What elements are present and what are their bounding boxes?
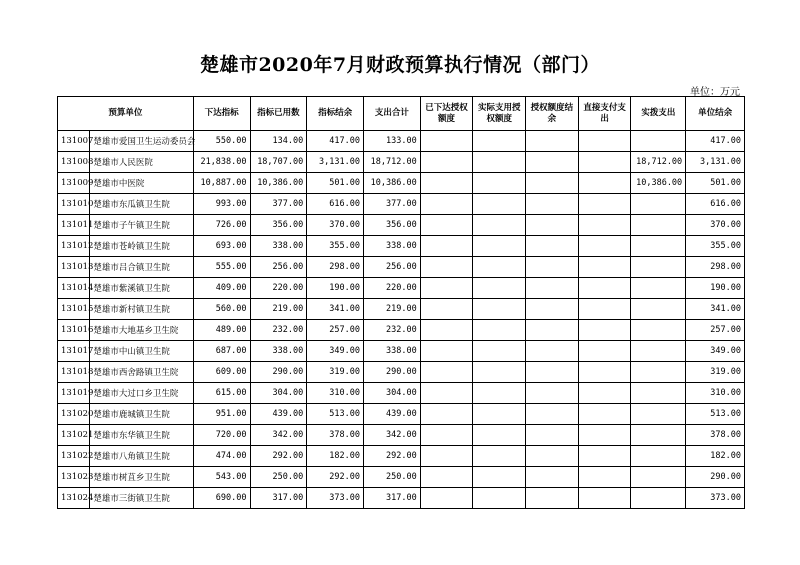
cell-unit-balance: 355.00 — [686, 236, 745, 257]
cell-auth-balance — [526, 404, 579, 425]
header-total: 支出合计 — [363, 97, 420, 131]
cell-balance: 182.00 — [307, 446, 364, 467]
table-row — [58, 320, 745, 341]
cell-auth-issued — [420, 215, 473, 236]
cell-total: 317.00 — [363, 488, 420, 509]
cell-auth-used — [473, 341, 526, 362]
cell-used: 10,386.00 — [250, 173, 307, 194]
cell-auth-used — [473, 446, 526, 467]
cell-issued: 690.00 — [193, 488, 250, 509]
cell-unit-balance: 616.00 — [686, 194, 745, 215]
cell-auth-balance — [526, 257, 579, 278]
cell-used: 292.00 — [250, 446, 307, 467]
header-auth-balance: 授权额度结余 — [526, 97, 579, 131]
cell-auth-issued — [420, 488, 473, 509]
cell-used: 304.00 — [250, 383, 307, 404]
table-row — [58, 236, 745, 257]
cell-unit-balance: 417.00 — [686, 131, 745, 152]
cell-total: 232.00 — [363, 320, 420, 341]
cell-name: 楚雄市紫溪镇卫生院 — [90, 278, 193, 299]
cell-code: 131010 — [58, 194, 90, 215]
cell-used: 342.00 — [250, 425, 307, 446]
header-row — [58, 97, 745, 131]
cell-total: 133.00 — [363, 131, 420, 152]
table-row — [58, 341, 745, 362]
cell-used: 356.00 — [250, 215, 307, 236]
cell-auth-used — [473, 152, 526, 173]
cell-issued: 993.00 — [193, 194, 250, 215]
cell-direct — [578, 215, 631, 236]
cell-total: 220.00 — [363, 278, 420, 299]
cell-issued: 409.00 — [193, 278, 250, 299]
table-body — [58, 131, 745, 509]
cell-auth-used — [473, 299, 526, 320]
cell-issued: 951.00 — [193, 404, 250, 425]
cell-unit-balance: 182.00 — [686, 446, 745, 467]
cell-auth-used — [473, 131, 526, 152]
cell-direct — [578, 362, 631, 383]
header-balance: 指标结余 — [307, 97, 364, 131]
cell-name: 楚雄市新村镇卫生院 — [90, 299, 193, 320]
cell-total: 338.00 — [363, 236, 420, 257]
cell-auth-used — [473, 404, 526, 425]
cell-allocated — [631, 131, 686, 152]
cell-balance: 319.00 — [307, 362, 364, 383]
cell-auth-balance — [526, 194, 579, 215]
cell-allocated — [631, 425, 686, 446]
cell-auth-used — [473, 194, 526, 215]
cell-auth-used — [473, 278, 526, 299]
cell-issued: 609.00 — [193, 362, 250, 383]
cell-issued: 543.00 — [193, 467, 250, 488]
cell-auth-issued — [420, 404, 473, 425]
cell-name: 楚雄市大地基乡卫生院 — [90, 320, 193, 341]
page-title: 楚雄市2020年7月财政预算执行情况（部门） — [199, 54, 601, 76]
header-used: 指标已用数 — [250, 97, 307, 131]
cell-auth-balance — [526, 446, 579, 467]
cell-issued: 550.00 — [193, 131, 250, 152]
table-row — [58, 278, 745, 299]
cell-auth-issued — [420, 173, 473, 194]
cell-used: 232.00 — [250, 320, 307, 341]
cell-total: 10,386.00 — [363, 173, 420, 194]
cell-used: 317.00 — [250, 488, 307, 509]
cell-used: 219.00 — [250, 299, 307, 320]
cell-total: 290.00 — [363, 362, 420, 383]
table-row — [58, 404, 745, 425]
cell-auth-issued — [420, 362, 473, 383]
cell-auth-balance — [526, 152, 579, 173]
cell-direct — [578, 194, 631, 215]
cell-balance: 417.00 — [307, 131, 364, 152]
cell-name: 楚雄市八角镇卫生院 — [90, 446, 193, 467]
cell-auth-balance — [526, 383, 579, 404]
cell-code: 131022 — [58, 446, 90, 467]
cell-code: 131020 — [58, 404, 90, 425]
cell-auth-used — [473, 236, 526, 257]
cell-direct — [578, 320, 631, 341]
cell-balance: 257.00 — [307, 320, 364, 341]
cell-code: 131023 — [58, 467, 90, 488]
table-row — [58, 131, 745, 152]
cell-direct — [578, 446, 631, 467]
table-row — [58, 173, 745, 194]
cell-auth-used — [473, 425, 526, 446]
cell-allocated — [631, 404, 686, 425]
cell-direct — [578, 236, 631, 257]
header-allocated: 实拨支出 — [631, 97, 686, 131]
cell-auth-issued — [420, 467, 473, 488]
cell-issued: 555.00 — [193, 257, 250, 278]
unit-label: 单位：万元 — [690, 87, 740, 98]
cell-allocated — [631, 341, 686, 362]
cell-name: 楚雄市鹿城镇卫生院 — [90, 404, 193, 425]
cell-name: 楚雄市东华镇卫生院 — [90, 425, 193, 446]
table-row — [58, 488, 745, 509]
cell-balance: 616.00 — [307, 194, 364, 215]
cell-auth-issued — [420, 341, 473, 362]
cell-total: 356.00 — [363, 215, 420, 236]
cell-name: 楚雄市西舍路镇卫生院 — [90, 362, 193, 383]
cell-auth-used — [473, 320, 526, 341]
cell-auth-balance — [526, 299, 579, 320]
cell-used: 18,707.00 — [250, 152, 307, 173]
cell-auth-used — [473, 257, 526, 278]
cell-name: 楚雄市爱国卫生运动委员会 — [90, 131, 193, 152]
cell-auth-used — [473, 173, 526, 194]
cell-code: 131012 — [58, 236, 90, 257]
header-direct: 直接支付支出 — [578, 97, 631, 131]
cell-unit-balance: 3,131.00 — [686, 152, 745, 173]
cell-used: 250.00 — [250, 467, 307, 488]
cell-issued: 687.00 — [193, 341, 250, 362]
cell-allocated: 10,386.00 — [631, 173, 686, 194]
cell-allocated — [631, 278, 686, 299]
cell-balance: 501.00 — [307, 173, 364, 194]
cell-issued: 560.00 — [193, 299, 250, 320]
cell-direct — [578, 278, 631, 299]
cell-auth-balance — [526, 488, 579, 509]
cell-allocated — [631, 467, 686, 488]
cell-balance: 349.00 — [307, 341, 364, 362]
cell-total: 18,712.00 — [363, 152, 420, 173]
cell-code: 131015 — [58, 299, 90, 320]
cell-issued: 720.00 — [193, 425, 250, 446]
cell-issued: 474.00 — [193, 446, 250, 467]
cell-direct — [578, 152, 631, 173]
cell-unit-balance: 190.00 — [686, 278, 745, 299]
cell-direct — [578, 173, 631, 194]
cell-auth-issued — [420, 131, 473, 152]
cell-code: 131011 — [58, 215, 90, 236]
cell-direct — [578, 467, 631, 488]
cell-auth-used — [473, 362, 526, 383]
cell-auth-balance — [526, 278, 579, 299]
cell-used: 220.00 — [250, 278, 307, 299]
cell-name: 楚雄市中山镇卫生院 — [90, 341, 193, 362]
cell-name: 楚雄市苍岭镇卫生院 — [90, 236, 193, 257]
cell-auth-used — [473, 383, 526, 404]
cell-auth-issued — [420, 425, 473, 446]
cell-total: 304.00 — [363, 383, 420, 404]
table-row — [58, 383, 745, 404]
cell-direct — [578, 257, 631, 278]
header-unit-balance: 单位结余 — [686, 97, 745, 131]
cell-code: 131024 — [58, 488, 90, 509]
cell-auth-balance — [526, 320, 579, 341]
cell-total: 256.00 — [363, 257, 420, 278]
cell-allocated: 18,712.00 — [631, 152, 686, 173]
cell-allocated — [631, 383, 686, 404]
cell-name: 楚雄市中医院 — [90, 173, 193, 194]
cell-auth-issued — [420, 278, 473, 299]
cell-issued: 693.00 — [193, 236, 250, 257]
cell-code: 131017 — [58, 341, 90, 362]
cell-unit-balance: 341.00 — [686, 299, 745, 320]
cell-auth-issued — [420, 236, 473, 257]
cell-balance: 355.00 — [307, 236, 364, 257]
header-issued: 下达指标 — [193, 97, 250, 131]
table-row — [58, 362, 745, 383]
cell-allocated — [631, 362, 686, 383]
header-auth-used: 实际支用授权额度 — [473, 97, 526, 131]
cell-auth-balance — [526, 362, 579, 383]
cell-auth-balance — [526, 173, 579, 194]
cell-issued: 615.00 — [193, 383, 250, 404]
cell-unit-balance: 298.00 — [686, 257, 745, 278]
cell-name: 楚雄市东瓜镇卫生院 — [90, 194, 193, 215]
table-row — [58, 425, 745, 446]
cell-total: 439.00 — [363, 404, 420, 425]
cell-balance: 298.00 — [307, 257, 364, 278]
cell-unit-balance: 513.00 — [686, 404, 745, 425]
cell-unit-balance: 310.00 — [686, 383, 745, 404]
cell-balance: 513.00 — [307, 404, 364, 425]
cell-direct — [578, 404, 631, 425]
cell-auth-balance — [526, 467, 579, 488]
cell-allocated — [631, 488, 686, 509]
cell-code: 131009 — [58, 173, 90, 194]
cell-name: 楚雄市三街镇卫生院 — [90, 488, 193, 509]
cell-code: 131018 — [58, 362, 90, 383]
cell-used: 338.00 — [250, 341, 307, 362]
cell-auth-balance — [526, 215, 579, 236]
table-row — [58, 446, 745, 467]
cell-direct — [578, 488, 631, 509]
header-auth-issued: 已下达授权额度 — [420, 97, 473, 131]
cell-used: 338.00 — [250, 236, 307, 257]
cell-unit-balance: 349.00 — [686, 341, 745, 362]
cell-unit-balance: 290.00 — [686, 467, 745, 488]
table-row — [58, 194, 745, 215]
cell-total: 338.00 — [363, 341, 420, 362]
cell-allocated — [631, 215, 686, 236]
cell-code: 131007 — [58, 131, 90, 152]
cell-code: 131021 — [58, 425, 90, 446]
cell-unit-balance: 257.00 — [686, 320, 745, 341]
cell-auth-used — [473, 215, 526, 236]
cell-direct — [578, 131, 631, 152]
cell-balance: 3,131.00 — [307, 152, 364, 173]
cell-code: 131008 — [58, 152, 90, 173]
cell-unit-balance: 373.00 — [686, 488, 745, 509]
cell-name: 楚雄市吕合镇卫生院 — [90, 257, 193, 278]
cell-balance: 292.00 — [307, 467, 364, 488]
cell-code: 131019 — [58, 383, 90, 404]
cell-auth-balance — [526, 236, 579, 257]
cell-auth-issued — [420, 152, 473, 173]
cell-auth-issued — [420, 257, 473, 278]
cell-unit-balance: 319.00 — [686, 362, 745, 383]
cell-unit-balance: 378.00 — [686, 425, 745, 446]
cell-direct — [578, 341, 631, 362]
cell-total: 219.00 — [363, 299, 420, 320]
cell-balance: 190.00 — [307, 278, 364, 299]
cell-direct — [578, 299, 631, 320]
header-budget-unit: 预算单位 — [58, 97, 194, 131]
cell-name: 楚雄市大过口乡卫生院 — [90, 383, 193, 404]
table-row — [58, 467, 745, 488]
cell-code: 131013 — [58, 257, 90, 278]
cell-used: 439.00 — [250, 404, 307, 425]
cell-total: 292.00 — [363, 446, 420, 467]
cell-issued: 489.00 — [193, 320, 250, 341]
cell-code: 131016 — [58, 320, 90, 341]
cell-direct — [578, 425, 631, 446]
cell-balance: 373.00 — [307, 488, 364, 509]
cell-balance: 341.00 — [307, 299, 364, 320]
cell-name: 楚雄市人民医院 — [90, 152, 193, 173]
cell-allocated — [631, 446, 686, 467]
cell-issued: 21,838.00 — [193, 152, 250, 173]
cell-auth-issued — [420, 383, 473, 404]
cell-auth-balance — [526, 131, 579, 152]
table-row — [58, 299, 745, 320]
cell-allocated — [631, 194, 686, 215]
cell-allocated — [631, 320, 686, 341]
cell-used: 256.00 — [250, 257, 307, 278]
cell-auth-used — [473, 488, 526, 509]
cell-auth-balance — [526, 341, 579, 362]
cell-balance: 378.00 — [307, 425, 364, 446]
cell-auth-balance — [526, 425, 579, 446]
cell-code: 131014 — [58, 278, 90, 299]
cell-unit-balance: 501.00 — [686, 173, 745, 194]
table-row — [58, 152, 745, 173]
cell-auth-used — [473, 467, 526, 488]
cell-balance: 310.00 — [307, 383, 364, 404]
cell-auth-issued — [420, 446, 473, 467]
cell-allocated — [631, 236, 686, 257]
cell-issued: 10,887.00 — [193, 173, 250, 194]
cell-used: 134.00 — [250, 131, 307, 152]
cell-issued: 726.00 — [193, 215, 250, 236]
cell-total: 377.00 — [363, 194, 420, 215]
cell-name: 楚雄市子午镇卫生院 — [90, 215, 193, 236]
cell-used: 290.00 — [250, 362, 307, 383]
cell-auth-issued — [420, 320, 473, 341]
cell-used: 377.00 — [250, 194, 307, 215]
table-row — [58, 215, 745, 236]
table-row — [58, 257, 745, 278]
cell-unit-balance: 370.00 — [686, 215, 745, 236]
cell-total: 342.00 — [363, 425, 420, 446]
cell-name: 楚雄市树苴乡卫生院 — [90, 467, 193, 488]
budget-table — [57, 96, 745, 509]
cell-auth-issued — [420, 194, 473, 215]
cell-auth-issued — [420, 299, 473, 320]
cell-total: 250.00 — [363, 467, 420, 488]
cell-allocated — [631, 299, 686, 320]
cell-balance: 370.00 — [307, 215, 364, 236]
cell-allocated — [631, 257, 686, 278]
cell-direct — [578, 383, 631, 404]
